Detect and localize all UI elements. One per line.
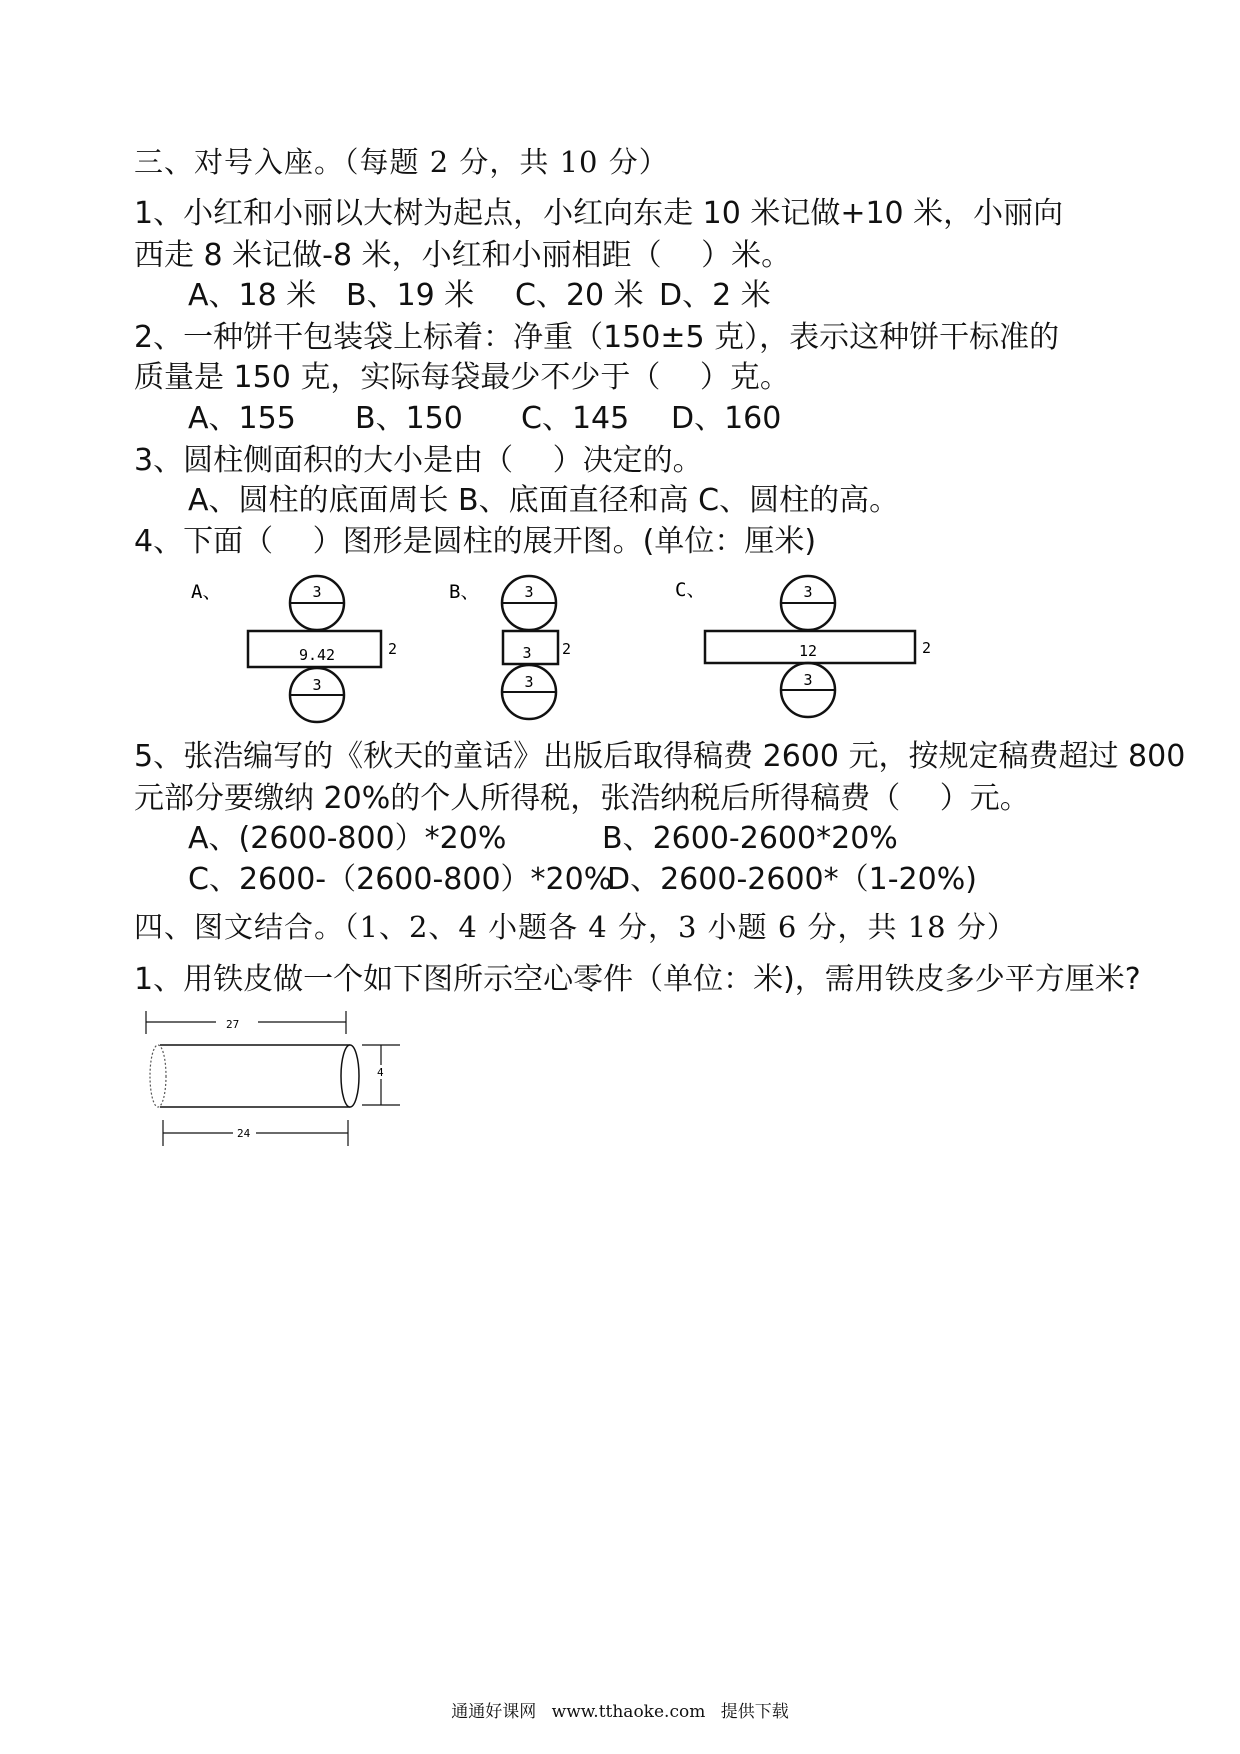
- footer-url[interactable]: www.tthaoke.com: [551, 1702, 706, 1722]
- figure-c-side-value: 2: [922, 639, 932, 657]
- q5-line1: 5、张浩编写的《秋天的童话》出版后取得稿费 2600 元，按规定稿费超过 800: [134, 739, 1186, 774]
- figure-b-label: B、: [449, 581, 480, 603]
- figure-a-bottom-value: 3: [312, 676, 322, 694]
- q5-option-c: C、2600-（2600-800）*20%: [188, 862, 613, 897]
- footer-site-name: 通通好课网: [451, 1702, 537, 1722]
- figure-c-label: C、: [675, 579, 706, 601]
- page-footer: [0, 1697, 1240, 1722]
- q1-option-c: C、20 米: [515, 278, 644, 313]
- q3-line1: 3、圆柱侧面积的大小是由（ ）决定的。: [134, 443, 703, 478]
- figure-a-side-value: 2: [388, 640, 398, 658]
- q2-line1: 2、一种饼干包装袋上标着：净重（150±5 克），表示这种饼干标准的: [134, 320, 1060, 355]
- s4-q1-line1: 1、用铁皮做一个如下图所示空心零件（单位：米)，需用铁皮多少平方厘米?: [134, 962, 1141, 997]
- diameter-value: 4: [377, 1066, 384, 1079]
- figure-b-top-value: 3: [524, 583, 534, 601]
- q1-option-a: A、18 米: [188, 278, 317, 313]
- q1-option-b: B、19 米: [346, 278, 475, 313]
- q2-option-a: A、155: [188, 401, 296, 436]
- q5-option-d: D、2600-2600*（1-20%): [607, 862, 977, 897]
- figure-a-label: A、: [191, 581, 222, 603]
- figure-c-bottom-value: 3: [803, 671, 813, 689]
- figure-b-side-value: 2: [562, 640, 572, 658]
- section-4-title: 四、图文结合。（1、2、4 小题各 4 分，3 小题 6 分，共 18 分）: [134, 910, 1017, 944]
- figure-b-bottom-value: 3: [524, 673, 534, 691]
- section-3-title: 三、对号入座。（每题 2 分，共 10 分）: [134, 145, 669, 179]
- q4-line1: 4、下面（ ）图形是圆柱的展开图。(单位：厘米): [134, 524, 817, 559]
- q1-line2: 西走 8 米记做-8 米，小红和小丽相距（ ）米。: [134, 238, 792, 273]
- q2-option-d: D、160: [671, 401, 782, 436]
- q2-option-c: C、145: [521, 401, 630, 436]
- figure-c-rect-value: 12: [798, 642, 818, 660]
- top-dim-value: 27: [226, 1018, 240, 1031]
- bottom-dim-value: 24: [237, 1127, 251, 1140]
- figure-a-rect-value: 9.42: [298, 646, 336, 664]
- q3-options: A、圆柱的底面周长 B、底面直径和高 C、圆柱的高。: [188, 483, 900, 518]
- q1-option-d: D、2 米: [659, 278, 771, 313]
- q5-line2: 元部分要缴纳 20%的个人所得税，张浩纳税后所得稿费（ ）元。: [134, 781, 1030, 816]
- q4-figure-a: [185, 572, 415, 736]
- figure-a-top-value: 3: [312, 583, 322, 601]
- cylinder-hidden-end: [150, 1045, 166, 1107]
- q5-option-a: A、(2600-800）*20%: [188, 821, 507, 856]
- figure-b-rect-value: 3: [522, 644, 532, 662]
- q2-line2: 质量是 150 克，实际每袋最少不少于（ ）克。: [134, 360, 790, 395]
- q1-line1: 1、小红和小丽以大树为起点，小红向东走 10 米记做+10 米，小丽向: [134, 196, 1064, 231]
- q5-option-b: B、2600-2600*20%: [602, 821, 898, 856]
- q4-figure-c: [672, 572, 942, 736]
- figure-c-top-value: 3: [803, 583, 813, 601]
- q4-figure-b: [445, 572, 595, 736]
- footer-action: 提供下载: [720, 1702, 789, 1722]
- q2-option-b: B、150: [355, 401, 463, 436]
- cylinder-front-end: [341, 1045, 359, 1107]
- s4-q1-figure: [138, 1006, 408, 1160]
